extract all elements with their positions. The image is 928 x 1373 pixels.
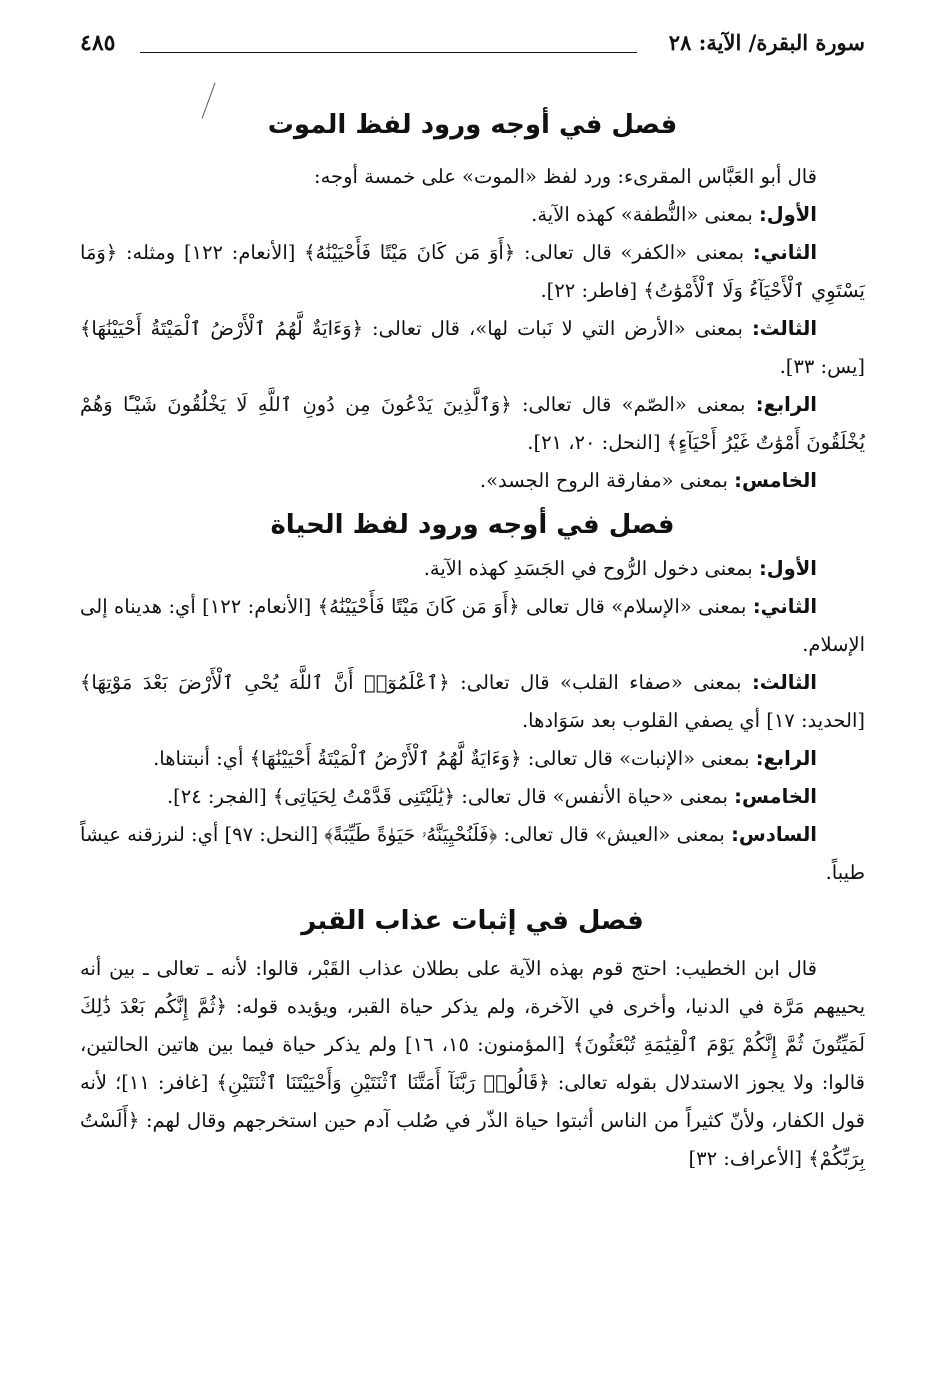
surah-reference: سورة البقرة/ الآية: ٢٨ — [668, 30, 865, 55]
section-title-death: فصل في أوجه ورود لفظ الموت — [267, 110, 678, 140]
book-page — [80, 20, 865, 1350]
death-item-5 — [80, 462, 865, 500]
item-text: بمعنى «صفاء القلب» قال تعالى: ﴿ٱعْلَمُوٓا۟ أَنَّ ٱللَّهَ يُحْىِ ٱلْأَرْضَ بَعْدَ مَوْتِهَا﴾ [الحديد: ١٧] أي يصفي القلوب بعد سَوَادها. — [80, 671, 865, 732]
death-item-1 — [80, 196, 865, 234]
death-item-2 — [80, 234, 865, 310]
life-item-5 — [80, 778, 865, 816]
section1-intro: قال أبو العَبَّاس المقرىء: ورد لفظ «الموت» على خمسة أوجه: — [314, 165, 817, 188]
item-text: بمعنى «النُّطفة» كهذه الآية. — [531, 203, 753, 226]
header-rule — [140, 52, 637, 53]
item-text: بمعنى «الكفر» قال تعالى: ﴿أَوَ مَن كَانَ مَيْتًا فَأَحْيَيْنَٰهُ﴾ [الأنعام: ١٢٢] ومثله: ﴿وَمَا يَسْتَوِي ٱلْأَحْيَآءُ وَلَا ٱلْأَمْوَٰتُ﴾ [فاطر: ٢٢]. — [80, 241, 865, 302]
item-text: بمعنى «العيش» قال تعالى: ﴿فَلَنُحْيِيَنَّهُۥ حَيَوٰةً طَيِّبَةً﴾ [النحل: ٩٧] أي: لنرزقنه عيشاً طيباً. — [80, 823, 865, 884]
life-item-1 — [80, 550, 865, 588]
life-item-3 — [80, 664, 865, 740]
item-label: الخامس: — [734, 469, 817, 492]
item-label: الرابع: — [755, 393, 817, 416]
death-item-4 — [80, 386, 865, 462]
section-title-grave-punishment: فصل في إثبات عذاب القبر — [301, 906, 644, 936]
item-label: الأول: — [758, 203, 817, 226]
item-label: الخامس: — [734, 785, 817, 808]
life-item-4 — [80, 740, 865, 778]
item-label: الأول: — [758, 557, 817, 580]
item-label: الثاني: — [752, 595, 818, 618]
section-title-life: فصل في أوجه ورود لفظ الحياة — [270, 510, 675, 540]
item-text: بمعنى «الصّم» قال تعالى: ﴿وَٱلَّذِينَ يَدْعُونَ مِن دُونِ ٱللَّهِ لَا يَخْلُقُونَ شَيْـًٔا وَهُمْ يُخْلَقُونَ أَمْوَٰتٌ غَيْرُ أَحْيَآءٍ﴾ [النحل: ٢٠، ٢١]. — [80, 393, 865, 454]
item-label: الثاني: — [752, 241, 818, 264]
grave-punishment-body: قال ابن الخطيب: احتج قوم بهذه الآية على بطلان عذاب القَبْر، قالوا: لأنه ـ تعالى ـ بين أنه يحييهم مَرَّة في الدنيا، وأخرى في الآخرة، ولم يذكر حياة القبر، ويؤيده قوله: ﴿ثُمَّ إِنَّكُم بَعْدَ ذَٰلِكَ لَمَيِّتُونَ ثُمَّ إِنَّكُمْ يَوْمَ ٱلْقِيَٰمَةِ تُبْعَثُونَ﴾ [المؤمنون: ١٥، ١٦] ولم يذكر حياة فيما بين هاتين الحالتين، قالوا: ولا يجوز الاستدلال بقوله تعالى: ﴿قَالُوا۟ رَبَّنَآ أَمَتَّنَا ٱثْنَتَيْنِ وَأَحْيَيْتَنَا ٱثْنَتَيْنِ﴾ [غافر: ١١]؛ لأنه قول الكفار، ولأنّ كثيراً من الناس أثبتوا حياة الذّر في صُلب آدم حين استخرجهم وقال لهم: ﴿أَلَسْتُ بِرَبِّكُمْ﴾ [الأعراف: ٣٢] — [80, 957, 865, 1170]
life-item-6 — [80, 816, 865, 892]
item-text: بمعنى «حياة الأنفس» قال تعالى: ﴿يَٰلَيْتَنِى قَدَّمْتُ لِحَيَاتِى﴾ [الفجر: ٢٤]. — [166, 785, 728, 808]
item-label: الثالث: — [751, 317, 818, 340]
death-item-3 — [80, 310, 865, 386]
item-label: السادس: — [731, 823, 817, 846]
item-label: الثالث: — [751, 671, 817, 694]
item-label: الرابع: — [755, 747, 817, 770]
page-number: ٤٨٥ — [80, 30, 116, 56]
item-text: بمعنى «الإنبات» قال تعالى: ﴿وَءَايَةٌ لَّهُمُ ٱلْأَرْضُ ٱلْمَيْتَةُ أَحْيَيْنَٰهَا﴾ أي: أنبتناها. — [153, 747, 750, 770]
item-text: بمعنى دخول الرُّوح في الجَسَدِ كهذه الآية. — [423, 557, 753, 580]
item-text: بمعنى «الأرض التي لا نَبات لها»، قال تعالى: ﴿وَءَايَةٌ لَّهُمُ ٱلْأَرْضُ ٱلْمَيْتَةُ أَحْيَيْنَٰهَا﴾ [يس: ٣٣]. — [80, 317, 865, 378]
life-item-2 — [80, 588, 865, 664]
item-text: بمعنى «مفارقة الروح الجسد». — [479, 469, 728, 492]
running-head — [80, 20, 865, 62]
item-text: بمعنى «الإسلام» قال تعالى ﴿أَوَ مَن كَانَ مَيْتًا فَأَحْيَيْنَٰهُ﴾ [الأنعام: ١٢٢] أي: هديناه إلى الإسلام. — [80, 595, 865, 656]
